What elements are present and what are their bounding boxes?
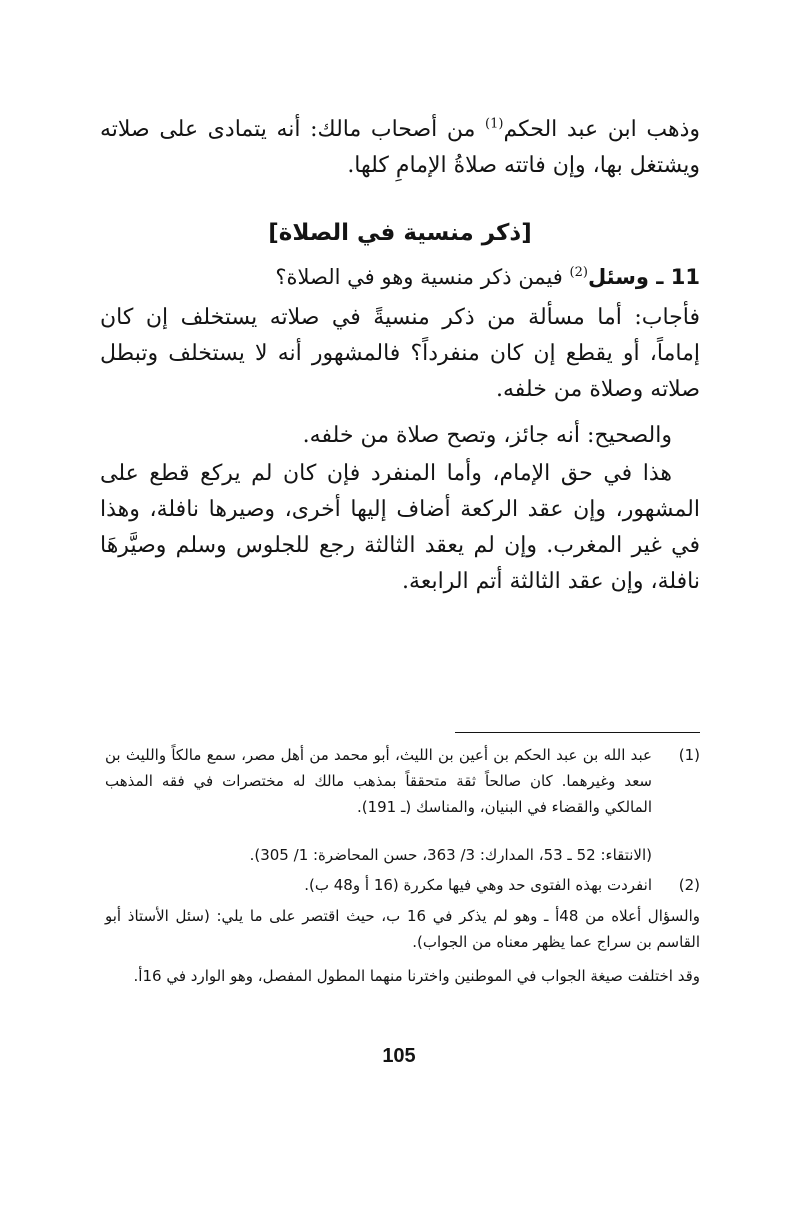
section-heading: [ذكر منسية في الصلاة]: [268, 220, 532, 246]
footnote-2-text-2: والسؤال أعلاه من 48أ ـ وهو لم يذكر في 16 ب، حيث اقتصر على ما يلي: (سئل الأستاذ أبو القاسم بن سراج عما يظهر معناه من الجواب).: [105, 907, 700, 951]
footnote-1-sources-block: [105, 842, 700, 868]
footnote-ref-2: (2): [569, 265, 588, 280]
footnote-2-part-2: [105, 903, 700, 955]
question-line: [100, 256, 700, 294]
question-text: فيمن ذكر منسية وهو في الصلاة؟: [275, 265, 570, 289]
page-number: 105: [382, 1045, 416, 1067]
paragraph-1-rest: من أصحاب مالك: أنه يتمادى على صلاته ويشتغل بها، وإن فاتته صلاةُ الإمامِ كلها.: [100, 117, 700, 178]
footnote-1-number: (1): [678, 746, 700, 764]
footnote-2-part-3: [105, 963, 700, 989]
footnote-2-text: انفردت بهذه الفتوى حد وهي فيها مكررة (16 أ و48 ب).: [304, 876, 652, 894]
footnote-1: [105, 742, 700, 820]
footnote-2: [105, 872, 700, 898]
paragraph-1-start: وذهب ابن عبد الحكم: [503, 117, 700, 142]
question-number: 11 ـ وسئل: [587, 265, 700, 289]
paragraph-3: والصحيح: أنه جائز، وتصح صلاة من خلفه.: [302, 423, 672, 448]
paragraph-4: هذا في حق الإمام، وأما المنفرد فإن كان لم يركع قطع على المشهور، وإن عقد الركعة أضاف إليها أخرى، وصيرها نافلة، وهذا في غير المغرب. وإن لم يعقد الثالثة رجع للجلوس وسلم وصيَّرهَا نافلة، وإن عقد الثالثة أتم الرابعة.: [100, 461, 700, 594]
footnote-ref-1: (1): [485, 116, 504, 132]
footnote-1-sources: (الانتقاء: 52 ـ 53، المدارك: 3/ 363، حسن المحاضرة: 1/ 305).: [249, 846, 652, 864]
footnote-divider: [455, 732, 700, 733]
footnote-2-number: (2): [678, 876, 700, 894]
paragraph-1: [100, 112, 700, 184]
paragraph-2: فأجاب: أما مسألة من ذكر منسيةً في صلاته يستخلف إن كان إماماً، أو يقطع إن كان منفرداً؟ فالمشهور أنه لا يستخلف وتبطل صلاته وصلاة من خلفه.: [100, 305, 700, 402]
footnote-2-text-3: وقد اختلفت صيغة الجواب في الموطنين واخترنا منهما المطول المفصل، وهو الوارد في 16أ.: [133, 967, 700, 985]
footnote-1-text: عبد الله بن عبد الحكم بن أعين بن الليث، أبو محمد من أهل مصر، سمع مالكاً والليث بن سعد وغيرهما. كان صالحاً ثقة متحققاً بمذهب مالك له مختصرات في فقه المذهب المالكي والقضاء في البنيان، والمناسك (ـ 191).: [105, 746, 652, 816]
